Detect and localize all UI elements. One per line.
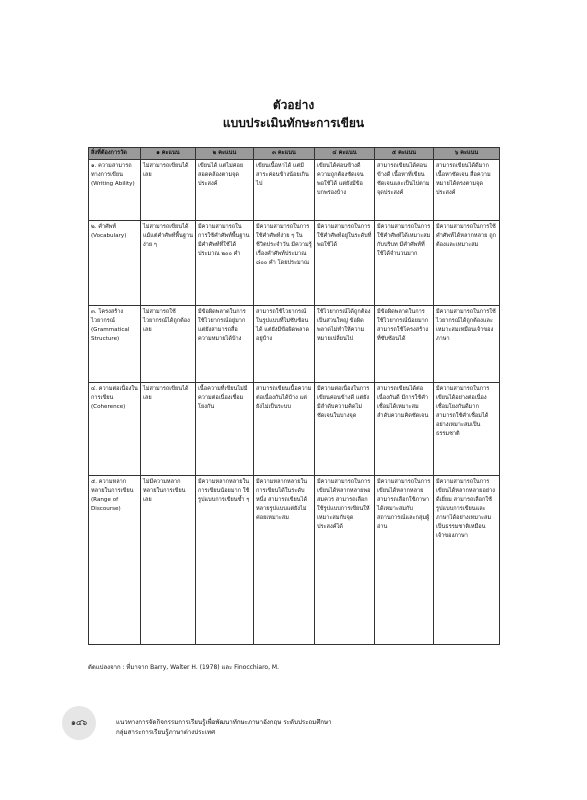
table-cell: สามารถเขียนได้ค่อนข้างดี เนื้อหาที่เขียนชัดเจนและเป็นไปตามจุดประสงค์	[375, 160, 434, 221]
table-cell: สามารถเขียนเนื้อความต่อเนื่องกันได้บ้าง แต่ยังไม่เป็นระบบ	[254, 383, 315, 476]
header-score-6: ๖ คะแนน	[434, 148, 500, 160]
criteria-cell: ๑. ความสามารถทางการเขียน (Writing Ability)	[89, 160, 141, 221]
source-note: ดัดแปลงจาก : ที่มาจาก Barry, Walter H. (1978) และ Finocchiaro, M.	[88, 664, 279, 671]
table-cell: มีความสามารถในการใช้คำศัพท์ได้เหมาะสมกับบริบท มีคำศัพท์ที่ใช้ได้จำนวนมาก	[375, 221, 434, 306]
table-row	[89, 306, 500, 383]
table-row	[89, 383, 500, 476]
criteria-cell: ๕. ความหลากหลายในการเขียน (Range of Discourse)	[89, 476, 141, 645]
table-cell: เขียนได้ แต่ไม่ค่อยสอดคล้องตามจุดประสงค์	[196, 160, 254, 221]
table-cell: ไม่มีความหลากหลายในการเขียนเลย	[141, 476, 196, 645]
table-row	[89, 160, 500, 221]
header-criteria: สิ่งที่ต้องการวัด	[89, 148, 141, 160]
header-score-1: ๑ คะแนน	[141, 148, 196, 160]
header-score-5: ๕ คะแนน	[375, 148, 434, 160]
table-cell: สามารถใช้ไวยากรณ์ในรูปแบบที่ไม่ซับซ้อนได้ แต่ยังมีข้อผิดพลาดอยู่บ้าง	[254, 306, 315, 383]
footer-line-2: กลุ่มสาระการเรียนรู้ภาษาต่างประเทศ	[116, 729, 215, 736]
table-cell: สามารถเขียนได้ดีมาก เนื้อหาชัดเจน สื่อความหมายได้ตรงตามจุดประสงค์	[434, 160, 500, 221]
table-header-row	[89, 148, 500, 160]
document-title: ตัวอย่าง	[272, 98, 315, 112]
table-cell: ไม่สามารถเขียนได้เลย	[141, 383, 196, 476]
header-score-3: ๓ คะแนน	[254, 148, 315, 160]
table-cell: มีข้อผิดพลาดในการใช้ไวยากรณ์อยู่มาก แต่ยังสามารถสื่อความหมายได้บ้าง	[196, 306, 254, 383]
table-cell: เนื้อความที่เขียนไม่มีความต่อเนื่องเชื่อมโยงกัน	[196, 383, 254, 476]
table-cell: มีความหลากหลายในการเขียนน้อยมาก ใช้รูปแบบการเขียนซ้ำ ๆ	[196, 476, 254, 645]
table-cell: ไม่สามารถเขียนได้ แม้แต่คำศัพท์พื้นฐานง่าย ๆ	[141, 221, 196, 306]
criteria-cell: ๓. โครงสร้างไวยากรณ์ (Grammatical Structure)	[89, 306, 141, 383]
table-cell: ไม่สามารถเขียนได้เลย	[141, 160, 196, 221]
table-cell: มีความสามารถในการใช้คำศัพท์ได้หลากหลาย ถูกต้องและเหมาะสม	[434, 221, 500, 306]
document-subtitle: แบบประเมินทักษะการเขียน	[222, 116, 365, 130]
table-cell: มีความสามารถในการใช้คำศัพท์อยู่ในระดับที่พอใช้ได้	[315, 221, 375, 306]
rubric-table	[88, 147, 500, 645]
table-cell: มีความสามารถในการเขียนได้หลากหลายพอสมควร สามารถเลือกใช้รูปแบบการเขียนให้เหมาะสมกับจุดประสงค์ได้	[315, 476, 375, 645]
table-cell: มีความสามารถในการเขียนได้หลากหลาย สามารถเลือกใช้ภาษาได้เหมาะสมกับสถานการณ์และกลุ่มผู้อ่าน	[375, 476, 434, 645]
table-cell: เขียนได้ค่อนข้างดี ความถูกต้องชัดเจนพอใช้ได้ แต่ยังมีข้อบกพร่องบ้าง	[315, 160, 375, 221]
footer-line-1: แนวทางการจัดกิจกรรมการเรียนรู้เพื่อพัฒนาทักษะภาษาอังกฤษ ระดับประถมศึกษา	[116, 719, 332, 726]
table-row	[89, 476, 500, 645]
table-cell: มีความต่อเนื่องในการเขียนค่อนข้างดี แต่ยังมีลำดับความคิดไม่ชัดเจนในบางจุด	[315, 383, 375, 476]
table-cell: เขียนเนื้อหาได้ แต่มีสาระค่อนข้างน้อยเกินไป	[254, 160, 315, 221]
table-cell: มีข้อผิดพลาดในการใช้ไวยากรณ์น้อยมาก สามารถใช้โครงสร้างที่ซับซ้อนได้	[375, 306, 434, 383]
page-number-badge: ๑๔๖	[62, 706, 96, 740]
criteria-cell: ๒. คำศัพท์ (Vocabulary)	[89, 221, 141, 306]
table-cell: มีความสามารถในการเขียนได้หลากหลายอย่างดีเยี่ยม สามารถเลือกใช้รูปแบบการเขียนและภาษาได้อย่างเหมาะสม เป็นธรรมชาติเหมือนเจ้าของภาษา	[434, 476, 500, 645]
table-cell: สามารถเขียนได้ต่อเนื่องกันดี มีการใช้คำเชื่อมได้เหมาะสม ลำดับความคิดชัดเจน	[375, 383, 434, 476]
table-row	[89, 221, 500, 306]
table-cell: ไม่สามารถใช้ไวยากรณ์ได้ถูกต้องเลย	[141, 306, 196, 383]
table-cell: มีความสามารถในการใช้คำศัพท์ง่าย ๆ ในชีวิตประจำวัน มีความรู้เรื่องคำศัพท์ประมาณ ๘๐๐ คำ โดยประมาณ	[254, 221, 315, 306]
table-cell: มีความสามารถในการใช้คำศัพท์พื้นฐาน มีคำศัพท์ที่ใช้ได้ประมาณ ๒๐๐ คำ	[196, 221, 254, 306]
header-score-2: ๒ คะแนน	[196, 148, 254, 160]
table-cell: มีความหลากหลายในการเขียนได้ในระดับหนึ่ง สามารถเขียนได้หลายรูปแบบแต่ยังไม่ค่อยเหมาะสม	[254, 476, 315, 645]
header-score-4: ๔ คะแนน	[315, 148, 375, 160]
table-cell: ใช้ไวยากรณ์ได้ถูกต้องเป็นส่วนใหญ่ ข้อผิดพลาดไม่ทำให้ความหมายเปลี่ยนไป	[315, 306, 375, 383]
criteria-cell: ๔. ความต่อเนื่องในการเขียน (Coherence)	[89, 383, 141, 476]
table-cell: มีความสามารถในการเขียนได้อย่างต่อเนื่องเชื่อมโยงกันดีมาก สามารถใช้คำเชื่อมได้อย่างเหมาะสมเป็นธรรมชาติ	[434, 383, 500, 476]
table-cell: มีความสามารถในการใช้ไวยากรณ์ได้ถูกต้องและเหมาะสมเหมือนเจ้าของภาษา	[434, 306, 500, 383]
